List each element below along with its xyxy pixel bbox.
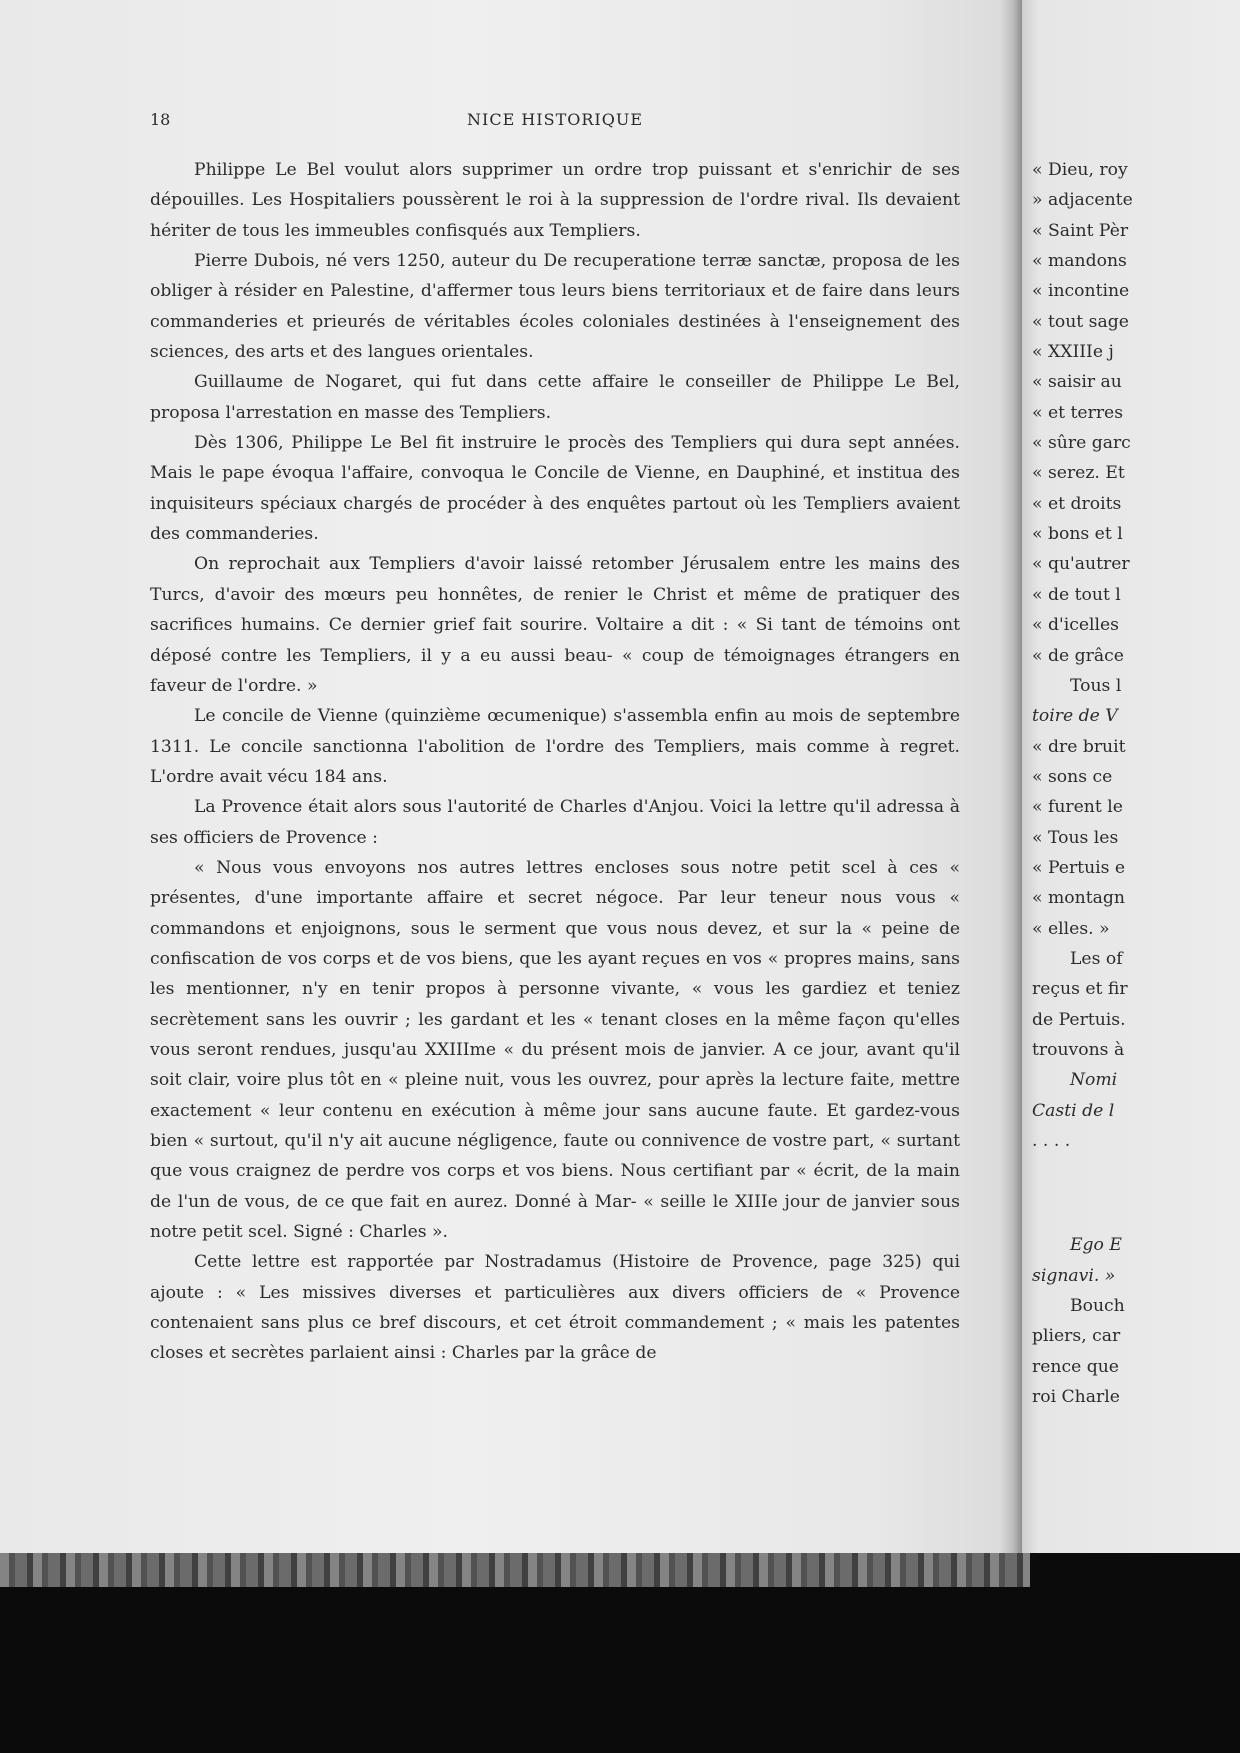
right-line: Bouch <box>1070 1296 1125 1317</box>
right-line: « incontine <box>1032 281 1130 302</box>
right-line: Ego E <box>1070 1235 1122 1256</box>
right-line: « sûre garc <box>1032 433 1131 454</box>
right-line: « serez. Et <box>1032 463 1125 484</box>
right-line: « bons et l <box>1032 524 1123 545</box>
right-line: « saisir au <box>1032 372 1122 393</box>
right-line: « furent le <box>1032 797 1123 818</box>
page-number: 18 <box>150 110 171 129</box>
right-line: de Pertuis. <box>1032 1009 1126 1030</box>
right-line: « qu'autrer <box>1032 554 1130 575</box>
paragraph: Pierre Dubois, né vers 1250, auteur du De recuperatione terræ sanctæ, proposa de les obliger à résider en Palestine, d'affermer tous leurs biens territoriaux et de faire dans leurs commanderies et prieurés de véritables écoles coloniales destinées à l'enseignement des sciences, des arts et des langues orientales. <box>150 251 960 363</box>
right-line: « tout sage <box>1032 311 1129 332</box>
right-line: trouvons à <box>1032 1039 1125 1060</box>
paragraph: Le concile de Vienne (quinzième œcumenique) s'assembla enfin au mois de septembre 1311. Le concile sanctionna l'abolition de l'ordre des Templiers, mais comme à regret. L'ordre avait vécu 184 ans. <box>150 706 960 787</box>
right-line: Tous l <box>1070 675 1122 696</box>
right-line: « et droits <box>1032 493 1122 514</box>
right-line: Les of <box>1070 948 1123 969</box>
right-line: « XXIIIe j <box>1032 342 1114 363</box>
right-line: « Dieu, roy <box>1032 160 1128 180</box>
right-line: « Saint Pèr <box>1032 220 1129 241</box>
right-line: « et terres <box>1032 402 1124 423</box>
right-line: signavi. » <box>1032 1265 1116 1286</box>
paragraph: Cette lettre est rapportée par Nostradamus (Histoire de Provence, page 325) qui ajoute : « Les missives diverses et particulières aux divers officiers de « Provence contenaient sans plus ce bref discours, et cet étroit commandement ; « mais les patentes closes et secrètes parlaient ainsi : Charles par la grâce de <box>150 1252 960 1364</box>
book-gutter-shadow <box>1000 0 1022 1553</box>
paragraph: Guillaume de Nogaret, qui fut dans cette affaire le conseiller de Philippe Le Bel, proposa l'arrestation en masse des Templiers. <box>150 372 960 423</box>
paragraph: Dès 1306, Philippe Le Bel fit instruire le procès des Templiers qui dura sept années. Mais le pape évoqua l'affaire, convoqua le Concile de Vienne, en Dauphiné, et institua des inquisiteurs spéciaux chargés de procéder à des enquêtes partout où les Templiers avaient des commanderies. <box>150 433 960 545</box>
right-page-partial <box>1022 0 1240 1553</box>
running-title: NICE HISTORIQUE <box>467 110 643 129</box>
right-page-blank-space <box>1032 1156 1240 1230</box>
right-line: roi Charle <box>1032 1387 1120 1408</box>
right-line: « de grâce <box>1032 645 1124 666</box>
right-line: « d'icelles <box>1032 615 1119 636</box>
right-line: « dre bruit <box>1032 736 1126 757</box>
right-line: . . . . <box>1032 1131 1071 1151</box>
paragraph: Philippe Le Bel voulut alors supprimer un ordre trop puissant et s'enrichir de ses dépouilles. Les Hospitaliers poussèrent le roi à la suppression de l'ordre rival. Ils devaient hériter de tous les immeubles confisqués aux Templiers. <box>150 160 960 241</box>
right-line: « mandons <box>1032 251 1127 272</box>
right-line: « Tous les <box>1032 827 1119 848</box>
right-line: Nomi <box>1070 1070 1118 1091</box>
right-line: « montagn <box>1032 888 1125 909</box>
right-line: rence que <box>1032 1356 1119 1377</box>
right-line: toire de V <box>1032 706 1118 727</box>
right-line: « elles. » <box>1032 918 1110 939</box>
book-binding-edge <box>0 1553 1030 1587</box>
right-page-text <box>1032 155 1240 1412</box>
right-line: Casti de l <box>1032 1100 1115 1121</box>
right-line: « sons ce <box>1032 766 1113 787</box>
right-line: reçus et fir <box>1032 979 1128 1000</box>
paragraph: On reprochait aux Templiers d'avoir laissé retomber Jérusalem entre les mains des Turcs, d'avoir des mœurs peu honnêtes, de renier le Christ et même de pratiquer des sacrifices humains. Ce dernier grief fait sourire. Voltaire a dit : « Si tant de témoins ont déposé contre les Templiers, il y a eu aussi beau- « coup de témoignages étrangers en faveur de l'ordre. » <box>150 554 960 696</box>
paragraph: La Provence était alors sous l'autorité de Charles d'Anjou. Voici la lettre qu'il adressa à ses officiers de Provence : <box>150 797 960 848</box>
right-line: pliers, car <box>1032 1326 1121 1347</box>
page-header <box>150 110 960 136</box>
right-line: « Pertuis e <box>1032 857 1126 878</box>
right-line: » adjacente <box>1032 190 1133 211</box>
right-line: « de tout l <box>1032 584 1121 605</box>
letter-quote: « Nous vous envoyons nos autres lettres encloses sous notre petit scel à ces « présentes, d'une importante affaire et secret négoce. Par leur teneur nous vous « commandons et enjoignons, sous le serment que vous nous devez, et sur la « peine de confiscation de vos corps et de vos biens, que les ayant reçues en vos « propres mains, sans les mentionner, n'y en tenir propos à personne vivante, « vous les gardiez et teniez secrètement sans les ouvrir ; les gardant et les « tenant closes en la même façon qu'elles vous seront rendues, jusqu'au XXIIIme « du présent mois de janvier. A ce jour, avant qu'il soit clair, voire plus tôt en « pleine nuit, vous les ouvrez, pour après la lecture faite, mettre exactement « leur contenu en exécution à même jour sans aucune faute. Et gardez-vous bien « surtout, qu'il n'y ait aucune négligence, faute ou connivence de vostre part, « surtant que vous craignez de perdre vos corps et vos biens. Nous certifiant par « écrit, de la main de l'un de vous, de ce que fait en aurez. Donné à Mar- « seille le XIIIe jour de janvier sous notre petit scel. Signé : Charles ». <box>150 857 960 1243</box>
body-text <box>150 155 960 1369</box>
